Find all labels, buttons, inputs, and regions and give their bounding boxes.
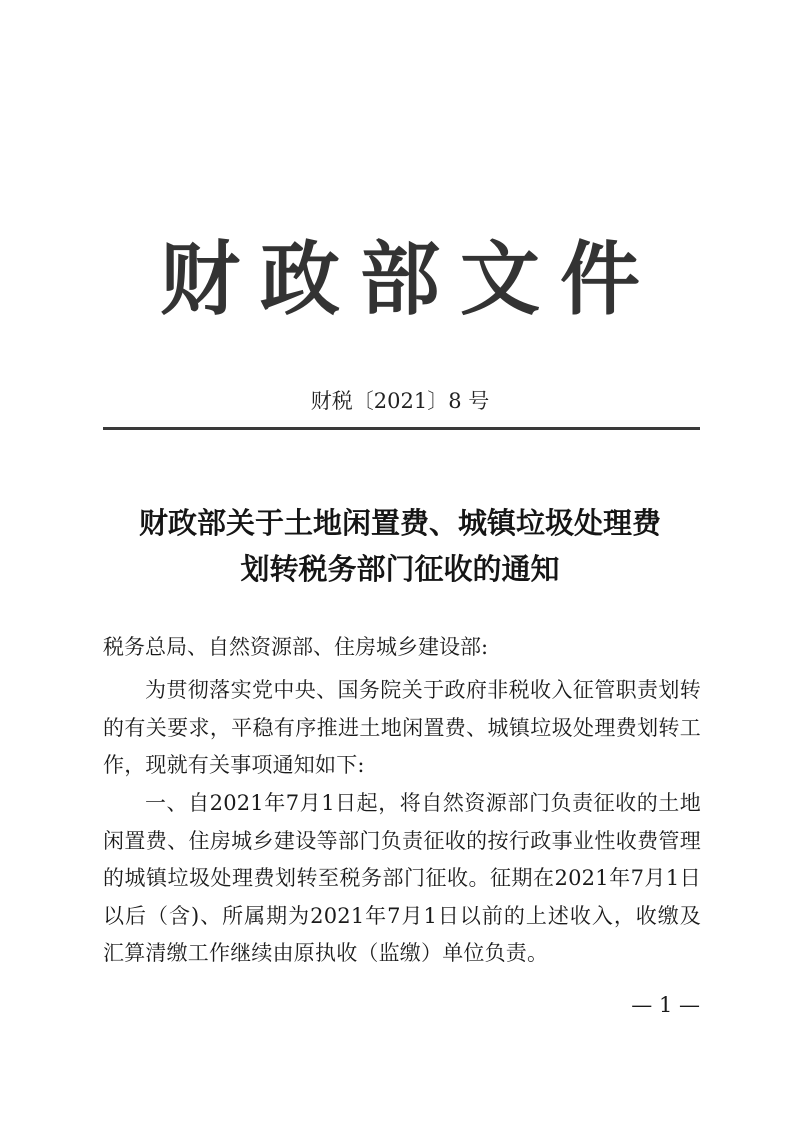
- header-divider: [103, 427, 700, 430]
- notice-title-line-2: 划转税务部门征收的通知: [240, 552, 560, 586]
- body-paragraph-intro: 为贯彻落实党中央、国务院关于政府非税收入征管职责划转的有关要求，平稳有序推进土地闲置费、城镇垃圾处理费划转工作，现就有关事项通知如下:: [103, 678, 701, 777]
- issuing-authority-title: 财政部文件: [160, 232, 660, 326]
- notice-title-line-1: 财政部关于土地闲置费、城镇垃圾处理费: [138, 506, 661, 540]
- addressee: 税务总局、自然资源部、住房城乡建设部:: [103, 635, 489, 659]
- body-paragraph-item-1: 一、自2021年7月1日起，将自然资源部门负责征收的土地闲置费、住房城乡建设等部门负责征收的按行政事业性收费管理的城镇垃圾处理费划转至税务部门征收。征期在2021年7月1日以后（含)、所属期为2021年7月1日以前的上述收入，收缴及汇算清缴工作继续由原执收（监缴）单位负责。: [103, 791, 701, 965]
- page-number: — 1 —: [631, 993, 700, 1017]
- notice-title: [0, 500, 800, 592]
- document-number: 财税〔2021〕8 号: [310, 389, 490, 413]
